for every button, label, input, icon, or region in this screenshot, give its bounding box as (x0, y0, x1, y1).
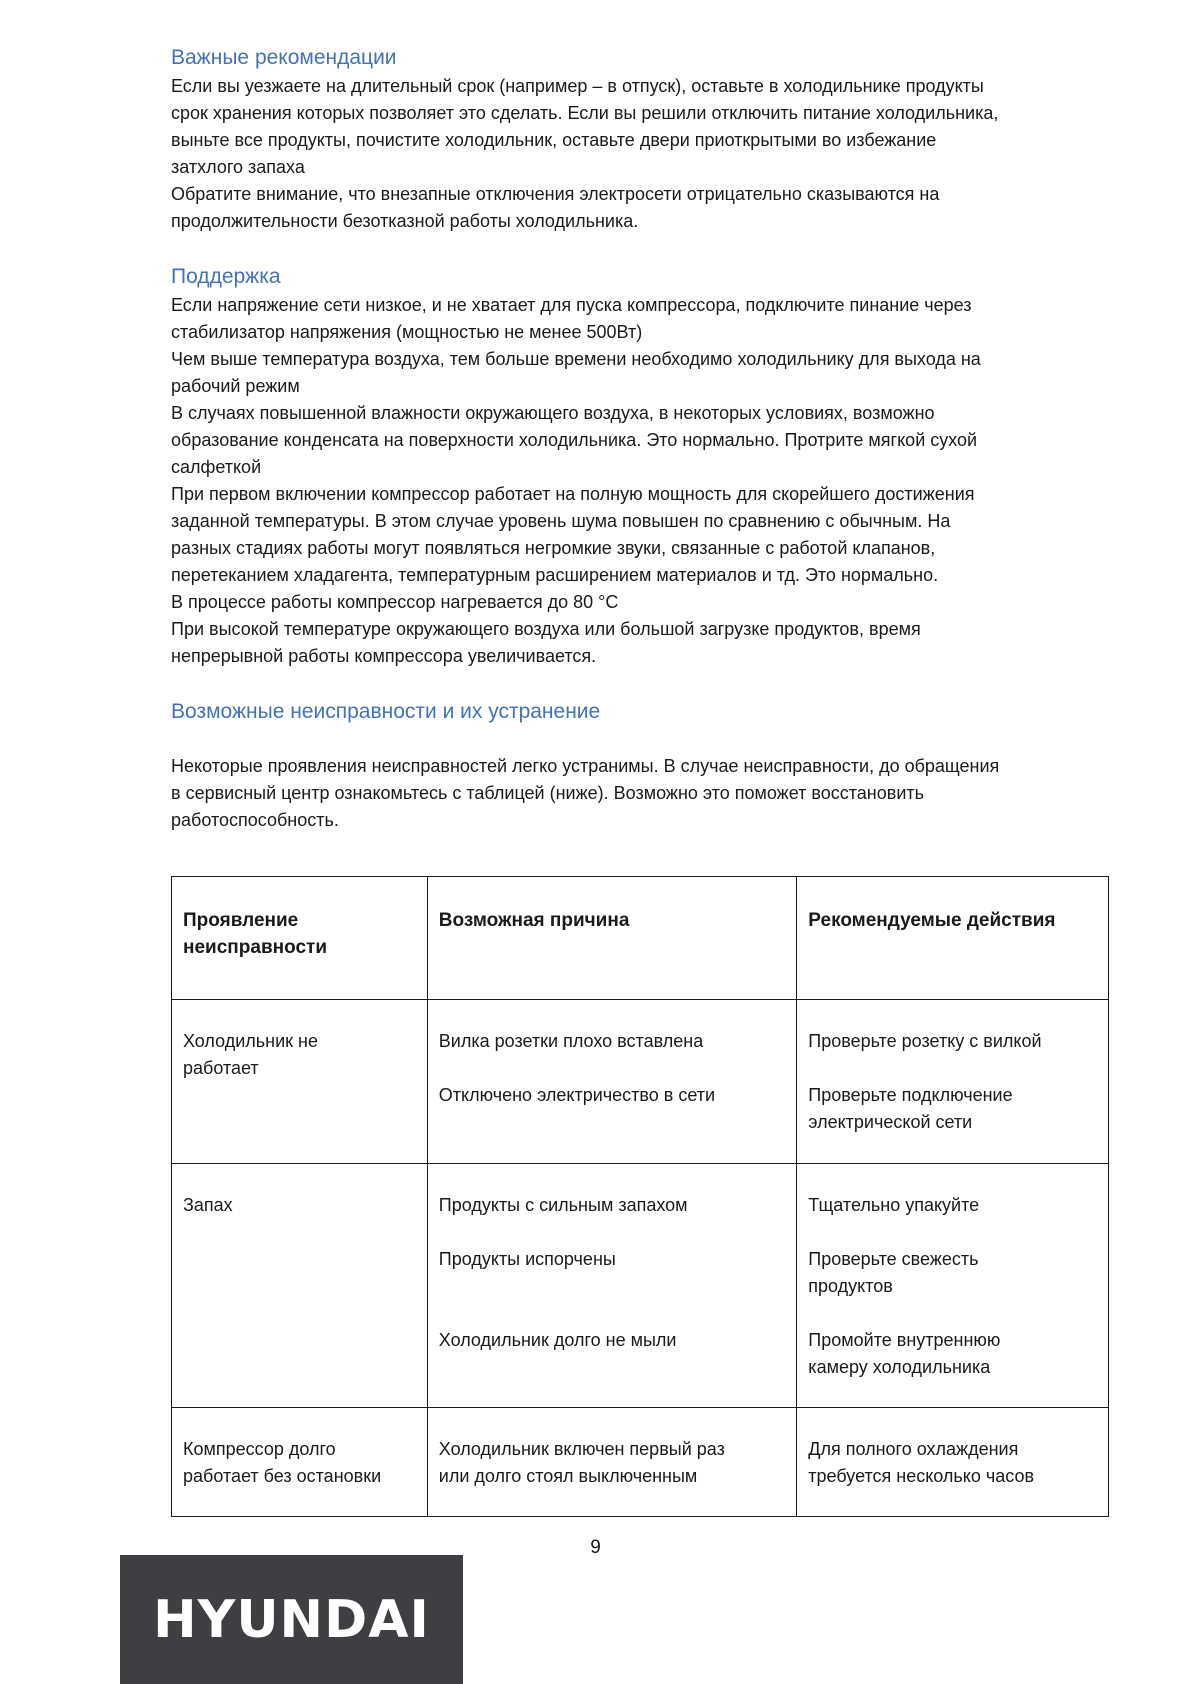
text-line: в сервисный центр ознакомьтесь с таблицей (ниже). Возможно это поможет восстановить (171, 783, 924, 803)
action-cell (797, 1164, 1109, 1408)
cell-text: Вилка розетки плохо вставлена (438, 1031, 704, 1051)
cell-text: Продукты с сильным запахом (438, 1195, 688, 1215)
cell-text: Тщательно упакуйте (808, 1195, 980, 1215)
text-line: Если напряжение сети низкое, и не хватает для пуска компрессора, подключите пинание через (171, 295, 972, 315)
cell-text: камеру холодильника (808, 1357, 991, 1377)
cause-cell (427, 1000, 797, 1164)
table-row (172, 1408, 1109, 1517)
text-line: Некоторые проявления неисправностей легко устранимы. В случае неисправности, до обращения (171, 756, 1000, 776)
text-line: разных стадиях работы могут появляться негромкие звуки, связанные с работой клапанов, (171, 538, 936, 558)
cell-text: Проверьте свежесть (808, 1249, 979, 1269)
text-line: выньте все продукты, почистите холодильник, оставьте двери приоткрытыми во избежание (171, 130, 937, 150)
text-line: стабилизатор напряжения (мощностью не менее 500Вт) (171, 322, 643, 342)
cell-text: Холодильник включен первый раз (438, 1439, 725, 1459)
cell-text: Проверьте розетку с вилкой (808, 1031, 1042, 1051)
text-line: работоспособность. (171, 810, 339, 830)
cell-text: электрической сети (808, 1112, 973, 1132)
symptom-cell (172, 1408, 428, 1517)
page-number: 9 (590, 1537, 601, 1558)
text-line: образование конденсата на поверхности холодильника. Это нормально. Протрите мягкой сухой (171, 430, 978, 450)
text-line: продолжительности безотказной работы холодильника. (171, 211, 639, 231)
cause-cell (427, 1408, 797, 1517)
cell-text: продуктов (808, 1276, 893, 1296)
section-title-recommendations: Важные рекомендации (171, 46, 397, 69)
cell-text: Холодильник не (183, 1031, 318, 1051)
cell-text: Проверьте подключение (808, 1085, 1013, 1105)
symptom-cell (172, 1000, 428, 1164)
text-line: непрерывной работы компрессора увеличивается. (171, 646, 597, 666)
table-header-row (172, 877, 1109, 1000)
cell-text: Запах (183, 1195, 233, 1215)
symptom-cell (172, 1164, 428, 1408)
text-line: При первом включении компрессор работает на полную мощность для скорейшего достижения (171, 484, 975, 504)
text-line: перетеканием хладагента, температурным расширением материалов и тд. Это нормально. (171, 565, 939, 585)
cell-text: Холодильник долго не мыли (438, 1330, 677, 1350)
cause-cell (427, 1164, 797, 1408)
cell-text: требуется несколько часов (808, 1466, 1035, 1486)
cell-text: Отключено электричество в сети (438, 1085, 716, 1105)
action-cell (797, 1408, 1109, 1517)
header-symptom: Проявление неисправности (172, 877, 428, 1000)
recommendations-text (171, 73, 1111, 235)
troubleshooting-intro (171, 753, 1111, 834)
support-text (171, 292, 1111, 670)
troubleshooting-table (171, 876, 1109, 1517)
text-line: При высокой температуре окружающего воздуха или большой загрузке продуктов, время (171, 619, 921, 639)
cell-text: работает без остановки (183, 1466, 382, 1486)
text-line: В процессе работы компрессор нагревается до 80 °С (171, 592, 619, 612)
page-content (171, 44, 1111, 834)
cell-text: Компрессор долго (183, 1439, 336, 1459)
section-title-support: Поддержка (171, 265, 281, 288)
table-row (172, 1000, 1109, 1164)
header-cause: Возможная причина (427, 877, 797, 1000)
cell-text: Продукты испорчены (438, 1249, 616, 1269)
table-row (172, 1164, 1109, 1408)
text-line: Обратите внимание, что внезапные отключения электросети отрицательно сказываются на (171, 184, 940, 204)
cell-text: Промойте внутреннюю (808, 1330, 1001, 1350)
cell-text: работает (183, 1058, 259, 1078)
text-line: В случаях повышенной влажности окружающего воздуха, в некоторых условиях, возможно (171, 403, 935, 423)
text-line: заданной температуры. В этом случае уровень шума повышен по сравнению с обычным. На (171, 511, 951, 531)
text-line: затхлого запаха (171, 157, 305, 177)
section-title-troubleshooting: Возможные неисправности и их устранение (171, 700, 601, 723)
header-action: Рекомендуемые действия (797, 877, 1109, 1000)
text-line: срок хранения которых позволяет это сделать. Если вы решили отключить питание холодильника, (171, 103, 999, 123)
text-line: рабочий режим (171, 376, 300, 396)
text-line: Чем выше температура воздуха, тем больше времени необходимо холодильнику для выхода на (171, 349, 981, 369)
cell-text: или долго стоял выключенным (438, 1466, 698, 1486)
action-cell (797, 1000, 1109, 1164)
brand-logo (120, 1555, 463, 1684)
cell-text: Для полного охлаждения (808, 1439, 1019, 1459)
brand-logo-text: HYUNDAI (153, 1589, 430, 1650)
text-line: салфеткой (171, 457, 262, 477)
text-line: Если вы уезжаете на длительный срок (например – в отпуск), оставьте в холодильнике продукты (171, 76, 984, 96)
